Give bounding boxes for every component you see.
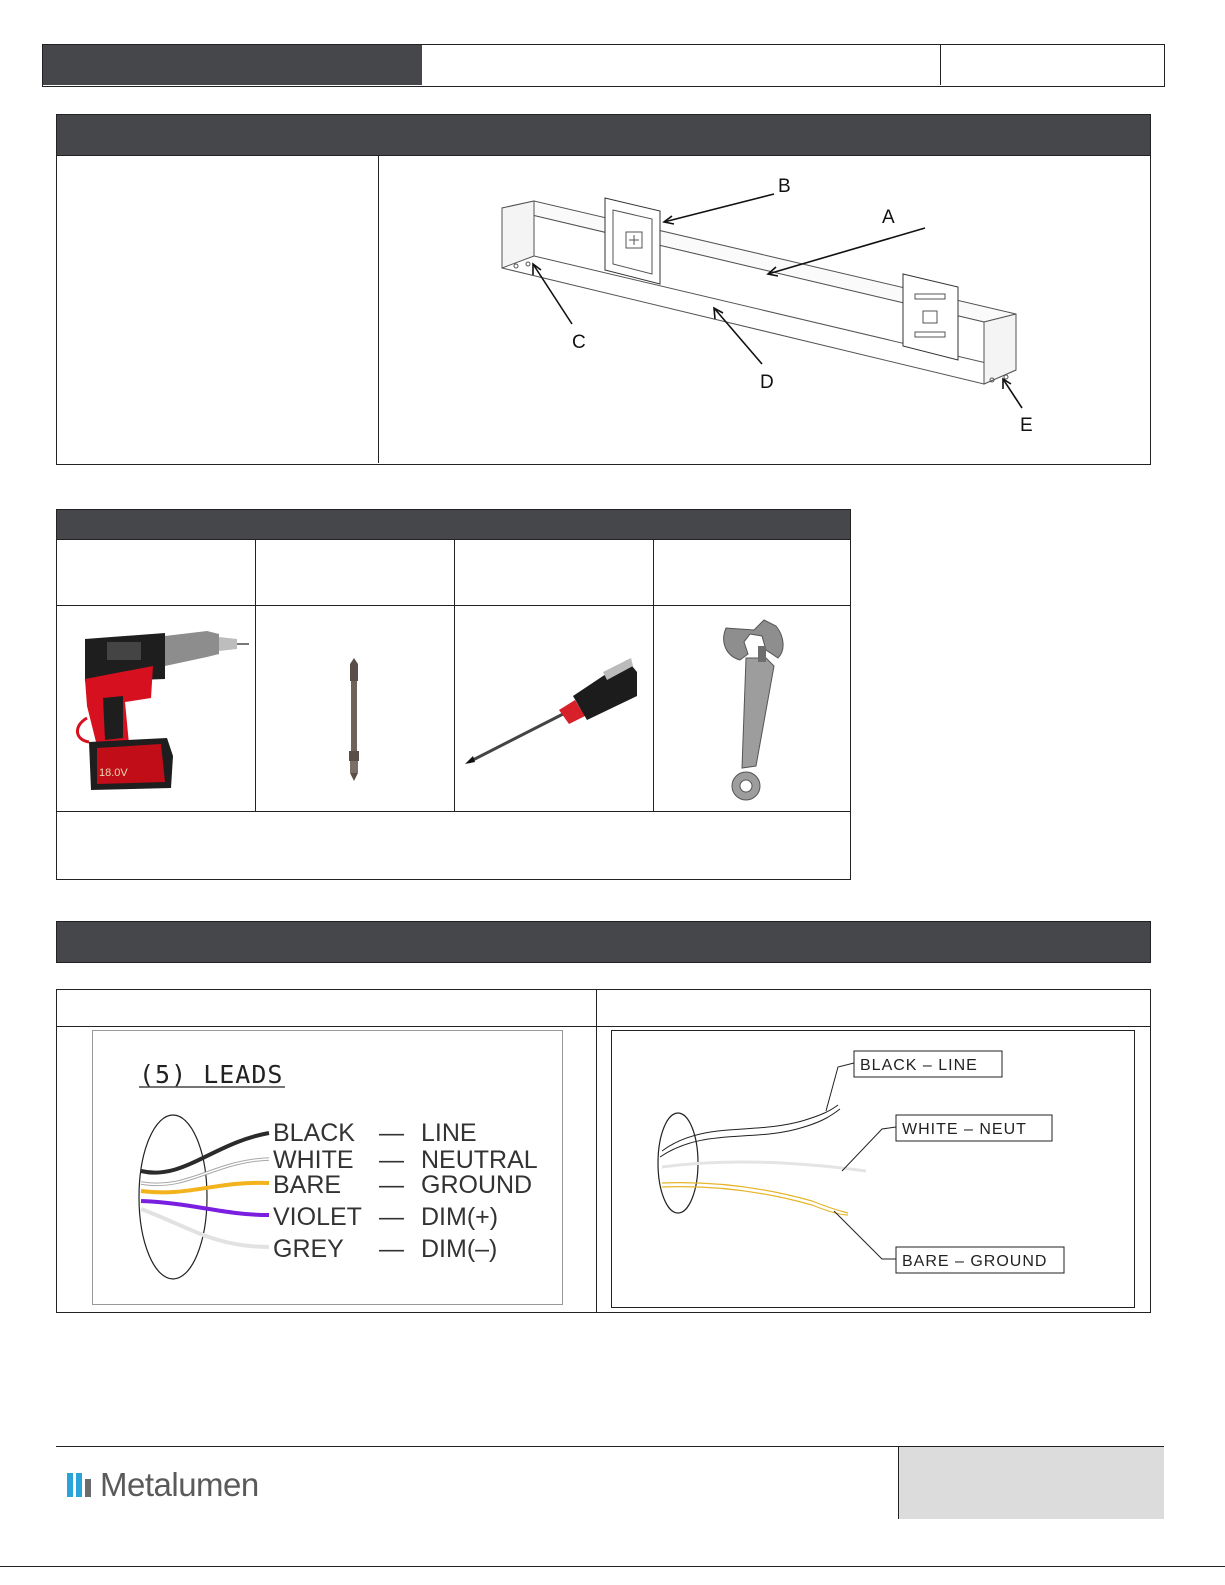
lead-3-dash: —	[379, 1171, 404, 1199]
end-cap-left	[502, 201, 534, 268]
wire-violet	[141, 1201, 269, 1215]
label-black-line: BLACK – LINE	[860, 1057, 978, 1074]
top-header	[42, 44, 1165, 87]
lead-1-function: LINE	[421, 1119, 477, 1147]
callout-d: D	[760, 372, 774, 393]
footer-logo	[66, 1465, 259, 1505]
drill-battery-label: 18.0V	[99, 767, 128, 779]
screwdriver-icon	[455, 606, 653, 811]
conduit-opening	[139, 1115, 207, 1279]
lead-2-color: WHITE	[273, 1146, 354, 1174]
top-header-dark-cell	[43, 45, 422, 85]
driver-bit-icon	[256, 606, 454, 811]
top-header-middle-cell	[422, 45, 941, 85]
end-cap-right	[984, 314, 1016, 384]
section-1-header-bar	[56, 114, 1151, 156]
tools-label-cell-4	[653, 539, 851, 606]
lead-1-color: BLACK	[273, 1119, 355, 1147]
lead-3-function: GROUND	[421, 1171, 533, 1199]
lead-1-dash: —	[379, 1119, 404, 1147]
top-header-right-cell	[941, 45, 1163, 85]
footer-brand: Metalumen	[100, 1466, 259, 1503]
callout-a: A	[882, 207, 895, 228]
five-lead-diagram	[92, 1030, 563, 1305]
section-1-body	[56, 155, 1151, 465]
lead-4-dash: —	[379, 1203, 404, 1231]
lead-5-color: GREY	[273, 1235, 344, 1263]
three-wire-diagram	[611, 1030, 1135, 1308]
wiring-left-label-cell	[56, 989, 597, 1027]
tool-image-cell-3	[454, 605, 654, 812]
footer-info-box	[898, 1447, 1164, 1519]
fixture-diagram	[380, 156, 1150, 463]
lead-3-color: BARE	[273, 1171, 342, 1199]
callout-b: B	[778, 176, 791, 197]
tool-image-cell-1	[56, 605, 256, 812]
tools-label-cell-3	[454, 539, 654, 606]
metalumen-logo-icon	[66, 1471, 94, 1499]
tool-image-cell-2	[255, 605, 455, 812]
label-bare-ground: BARE – GROUND	[902, 1253, 1048, 1270]
adjustable-wrench-icon	[654, 606, 850, 811]
callout-c: C	[572, 332, 586, 353]
tools-header-bar	[56, 509, 851, 540]
wiring-right-label-cell	[596, 989, 1151, 1027]
tool-image-cell-4	[653, 605, 851, 812]
section-3-header-bar	[56, 921, 1151, 963]
tools-label-cell-1	[56, 539, 256, 606]
callout-e: E	[1020, 415, 1033, 436]
lead-2-dash: —	[379, 1146, 404, 1174]
drill-icon	[57, 606, 255, 811]
tools-label-cell-2	[255, 539, 455, 606]
lead-4-function: DIM(+)	[421, 1203, 499, 1231]
leads-title: (5) LEADS	[139, 1060, 284, 1089]
page-bottom-rule	[0, 1566, 1225, 1567]
wire-white-right	[662, 1162, 866, 1171]
tools-notes-cell	[56, 811, 851, 880]
section-1-left-cell	[57, 156, 379, 463]
lead-5-dash: —	[379, 1235, 404, 1263]
label-white-neut: WHITE – NEUT	[902, 1121, 1027, 1138]
lead-2-function: NEUTRAL	[421, 1146, 538, 1174]
wire-black-right	[662, 1105, 838, 1151]
lead-5-function: DIM(–)	[421, 1235, 498, 1263]
lead-4-color: VIOLET	[273, 1203, 362, 1231]
